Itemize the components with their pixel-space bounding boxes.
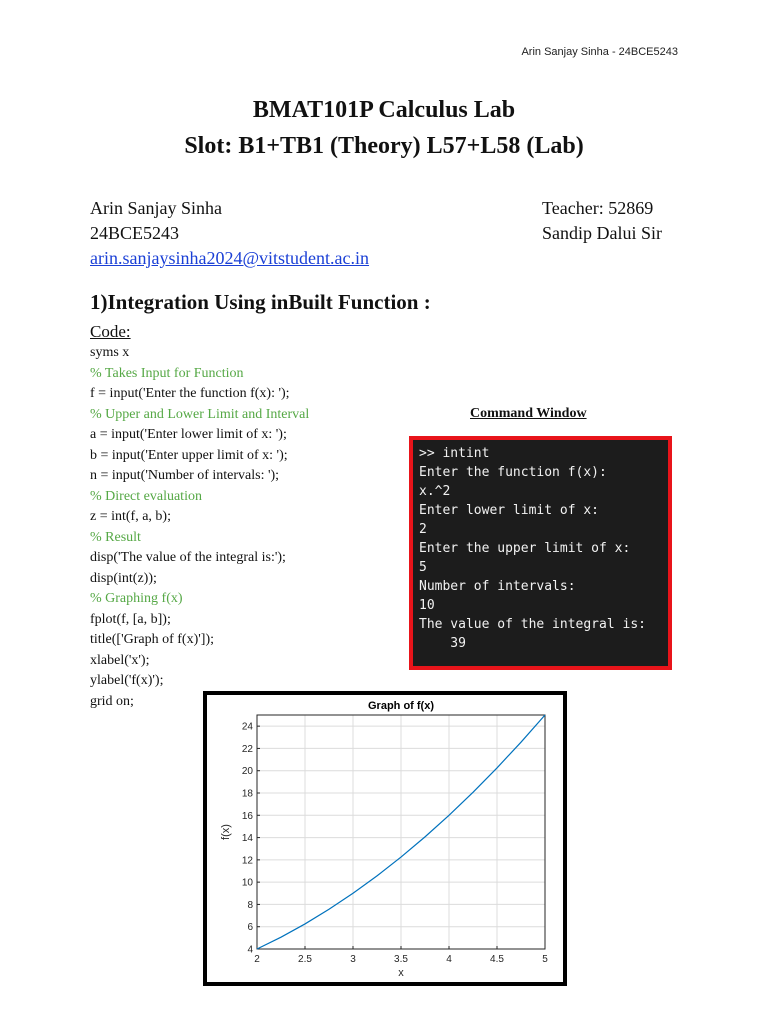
code-line: ylabel('f(x)');	[90, 673, 164, 688]
command-output-line: 10	[419, 598, 435, 613]
code-line: a = input('Enter lower limit of x: ');	[90, 427, 287, 442]
y-axis-label: f(x)	[220, 824, 232, 840]
teacher-name: Sandip Dalui Sir	[542, 223, 662, 243]
y-tick-label: 10	[241, 877, 253, 889]
command-output-line: x.^2	[419, 484, 451, 499]
command-output-line: Enter the upper limit of x:	[419, 541, 631, 556]
y-tick-label: 22	[241, 743, 253, 755]
x-tick-label: 4	[446, 954, 452, 965]
command-output-line: The value of the integral is:	[419, 617, 646, 632]
code-comment-line: % Upper and Lower Limit and Interval	[90, 406, 310, 422]
y-tick-label: 8	[247, 899, 253, 911]
command-output-line: Enter lower limit of x:	[419, 503, 600, 518]
code-comment-line: % Takes Input for Function	[90, 365, 244, 381]
y-tick-label: 6	[247, 922, 253, 934]
student-email-link[interactable]: arin.sanjaysinha2024@vitstudent.ac.in	[90, 248, 370, 268]
code-line: disp('The value of the integral is:');	[90, 550, 286, 565]
x-tick-label: 2.5	[298, 954, 312, 965]
x-tick-label: 5	[542, 954, 548, 965]
page-header-note: Arin Sanjay Sinha - 24BCE5243	[521, 46, 678, 58]
command-output-line: >> intint	[419, 446, 490, 461]
code-label: Code:	[90, 322, 131, 341]
code-line: disp(int(z));	[90, 570, 157, 586]
code-line: f = input('Enter the function f(x): ');	[90, 386, 290, 401]
x-axis-label: x	[398, 967, 404, 979]
code-line: fplot(f, [a, b]);	[90, 611, 171, 627]
y-tick-label: 18	[241, 788, 253, 800]
y-tick-label: 16	[241, 810, 253, 822]
x-tick-label: 2	[254, 954, 260, 965]
graph-figure	[203, 691, 567, 986]
code-line: n = input('Number of intervals: ');	[90, 468, 280, 483]
y-tick-label: 4	[247, 944, 253, 956]
code-line: syms x	[90, 345, 130, 360]
function-plot	[207, 695, 563, 982]
title-line-course: BMAT101P Calculus Lab	[252, 97, 516, 123]
y-tick-label: 12	[241, 855, 253, 867]
document-title	[0, 92, 768, 164]
code-line: xlabel('x');	[90, 652, 150, 668]
code-comment-line: % Result	[90, 529, 141, 545]
command-output-line: Number of intervals:	[419, 579, 576, 594]
student-info	[90, 196, 369, 271]
command-output-line: 39	[419, 636, 466, 651]
command-output-line: 5	[419, 560, 427, 575]
title-line-slot: Slot: B1+TB1 (Theory) L57+L58 (Lab)	[184, 133, 584, 159]
code-line: z = int(f, a, b);	[90, 509, 171, 524]
code-line: b = input('Enter upper limit of x: ');	[90, 447, 288, 463]
student-reg-no: 24BCE5243	[90, 223, 180, 243]
x-tick-label: 4.5	[490, 954, 504, 965]
section-heading: 1)Integration Using inBuilt Function :	[90, 290, 431, 314]
code-listing	[90, 343, 309, 712]
y-tick-label: 20	[241, 766, 253, 778]
chart-title: Graph of f(x)	[368, 700, 434, 712]
y-tick-label: 24	[241, 721, 253, 733]
command-output-line: Enter the function f(x):	[419, 465, 607, 480]
x-tick-label: 3	[350, 954, 356, 965]
code-comment-line: % Direct evaluation	[90, 488, 202, 504]
code-comment-line: % Graphing f(x)	[90, 591, 183, 606]
teacher-id: Teacher: 52869	[542, 198, 654, 218]
y-tick-label: 14	[241, 833, 253, 845]
student-name: Arin Sanjay Sinha	[90, 198, 222, 218]
teacher-info	[542, 196, 662, 246]
x-tick-label: 3.5	[394, 954, 408, 965]
command-window-screenshot	[409, 436, 672, 670]
code-line: grid on;	[90, 693, 134, 709]
command-window-title: Command Window	[470, 406, 587, 421]
command-output-line: 2	[419, 522, 427, 537]
code-line: title(['Graph of f(x)']);	[90, 632, 214, 647]
